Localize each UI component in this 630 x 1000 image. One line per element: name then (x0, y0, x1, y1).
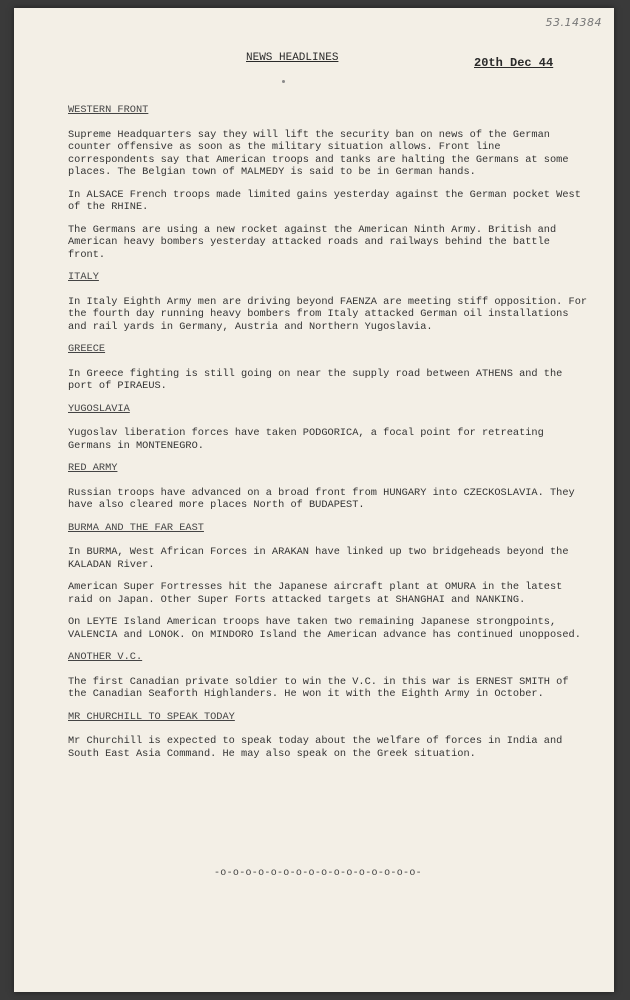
section-greece (68, 343, 588, 393)
paragraph: In Italy Eighth Army men are driving beyond FAENZA are meeting stiff opposition. For the fourth day running heavy bombers from Italy attacked German oil installations and rail yards in Germany, Austria and Northern Yugoslavia. (68, 295, 588, 333)
section-heading: MR CHURCHILL TO SPEAK TODAY (68, 710, 235, 723)
paragraph: On LEYTE Island American troops have taken two remaining Japanese strongpoints, VALENCIA and LONOK. On MINDORO Island the American advance has continued unopposed. (68, 616, 581, 641)
section-italy (68, 271, 588, 333)
section-western-front (68, 104, 588, 261)
paragraph: American Super Fortresses hit the Japanese aircraft plant at OMURA in the latest raid on Japan. Other Super Forts attacked targets at SHANGHAI and NANKING. (68, 581, 563, 606)
footer-divider: -o-o-o-o-o-o-o-o-o-o-o-o-o-o-o-o- (214, 868, 422, 879)
section-heading: YUGOSLAVIA (68, 402, 130, 415)
ink-mark (282, 80, 285, 83)
section-burma-far-east (68, 522, 588, 642)
archive-reference-number: 53.14384 (545, 16, 602, 29)
document-body (68, 104, 588, 770)
paragraph: In BURMA, West African Forces in ARAKAN have linked up two bridgeheads beyond the KALADAN River. (68, 546, 569, 571)
paragraph: In Greece fighting is still going on near the supply road between ATHENS and the port of PIRAEUS. (68, 367, 563, 392)
section-churchill (68, 711, 588, 761)
section-another-vc (68, 651, 588, 701)
document-page (14, 8, 614, 992)
section-red-army (68, 462, 588, 512)
document-date: 20th Dec 44 (474, 56, 554, 70)
section-heading: BURMA AND THE FAR EAST (68, 521, 204, 534)
section-heading: ANOTHER V.C. (68, 651, 143, 663)
section-heading: ITALY (68, 271, 99, 283)
paragraph: Russian troops have advanced on a broad front from HUNGARY into CZECKOSLAVIA. They have also cleared more places North of BUDAPEST. (68, 486, 575, 511)
paragraph: The first Canadian private soldier to win the V.C. in this war is ERNEST SMITH of the Canadian Seaforth Highlanders. He won it with the Eighth Army in October. (68, 675, 569, 700)
document-title: NEWS HEADLINES (246, 52, 339, 64)
paragraph: Mr Churchill is expected to speak today about the welfare of forces in India and South East Asia Command. He may also speak on the Greek situation. (68, 735, 563, 760)
section-heading: WESTERN FRONT (68, 104, 149, 116)
paragraph: In ALSACE French troops made limited gains yesterday against the German pocket West of the RHINE. (68, 188, 581, 213)
section-heading: RED ARMY (68, 462, 118, 474)
section-yugoslavia (68, 403, 588, 453)
paragraph: The Germans are using a new rocket against the American Ninth Army. British and American heavy bombers yesterday attacked roads and railways behind the battle front. (68, 223, 557, 261)
paragraph: Yugoslav liberation forces have taken PODGORICA, a focal point for retreating Germans in MONTENEGRO. (68, 427, 544, 452)
section-heading: GREECE (68, 343, 106, 355)
paragraph: Supreme Headquarters say they will lift the security ban on news of the German counter offensive as soon as the military situation allows. Front line correspondents say that American troops and tanks are halting the Germans at some places. The Belgian town of MALMEDY is said to be in German hands. (68, 128, 569, 178)
